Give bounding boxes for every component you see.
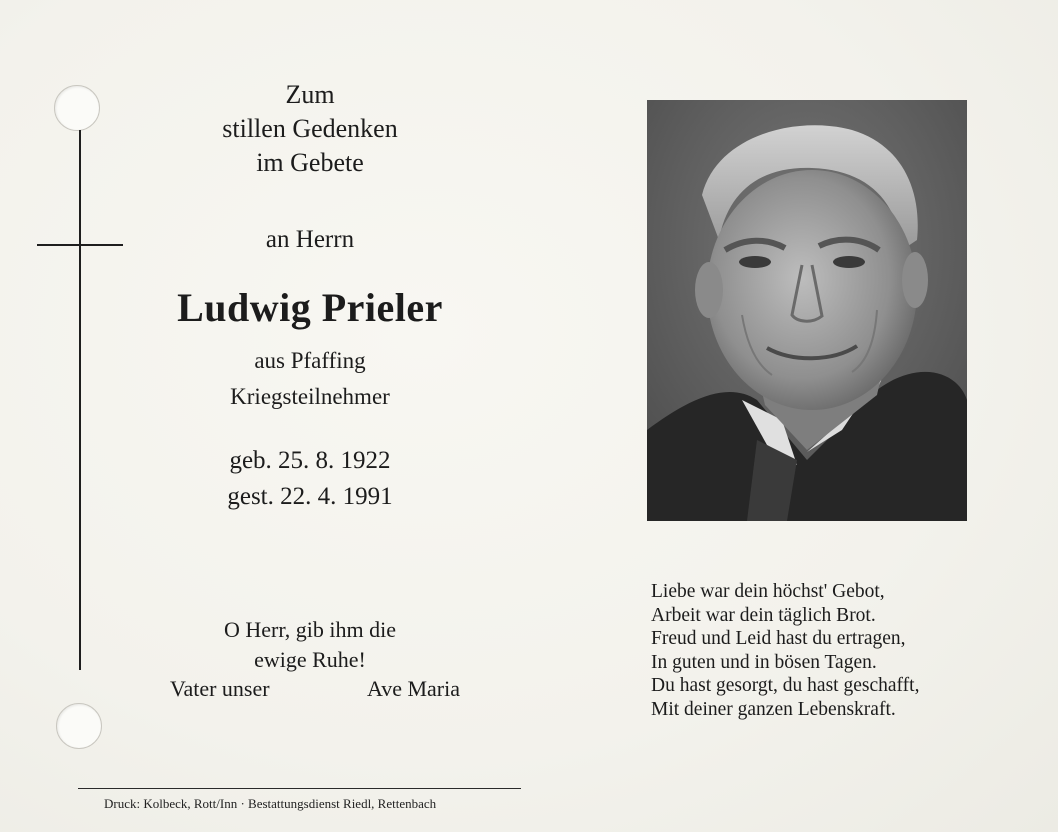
cross-icon-horizontal	[37, 244, 123, 246]
addressee: an Herrn	[265, 226, 355, 253]
death-date: gest. 22. 4. 1991	[227, 483, 393, 510]
poem-line: Mit deiner ganzen Lebenskraft.	[651, 698, 896, 720]
prayer-vater-unser: Vater unser	[170, 676, 270, 701]
poem	[651, 580, 919, 721]
cross-icon-vertical	[79, 130, 81, 670]
intro-text	[150, 78, 470, 180]
poem-line: Arbeit war dein täglich Brot.	[651, 604, 876, 626]
printer-credit: Druck: Kolbeck, Rott/Inn · Bestattungsdienst Riedl, Rettenbach	[104, 796, 437, 811]
prayer-ave-maria: Ave Maria	[366, 676, 460, 701]
prayer-line: ewige Ruhe!	[254, 647, 366, 672]
poem-line: Liebe war dein höchst' Gebot,	[651, 581, 885, 602]
poem-line: Freud und Leid hast du ertragen,	[651, 628, 906, 649]
origin-block	[150, 343, 470, 415]
punch-hole-top	[54, 85, 100, 131]
poem-line: Du hast gesorgt, du hast geschafft,	[651, 675, 920, 696]
intro-line: Zum	[285, 80, 335, 109]
intro-line: im Gebete	[256, 148, 364, 177]
life-dates	[150, 443, 470, 515]
prayer-text	[150, 615, 470, 675]
birth-date: geb. 25. 8. 1922	[229, 447, 391, 474]
punch-hole-bottom	[56, 703, 102, 749]
prayer-line: O Herr, gib ihm die	[223, 617, 397, 642]
intro-line: stillen Gedenken	[222, 114, 398, 143]
deceased-name: Ludwig Prieler	[177, 285, 443, 330]
origin-place: aus Pfaffing	[254, 348, 366, 373]
footer-divider	[78, 788, 521, 789]
prayer-names	[170, 676, 460, 702]
poem-line: In guten und in bösen Tagen.	[651, 651, 877, 673]
role-text: Kriegsteilnehmer	[230, 384, 390, 409]
portrait-photo	[647, 100, 967, 521]
